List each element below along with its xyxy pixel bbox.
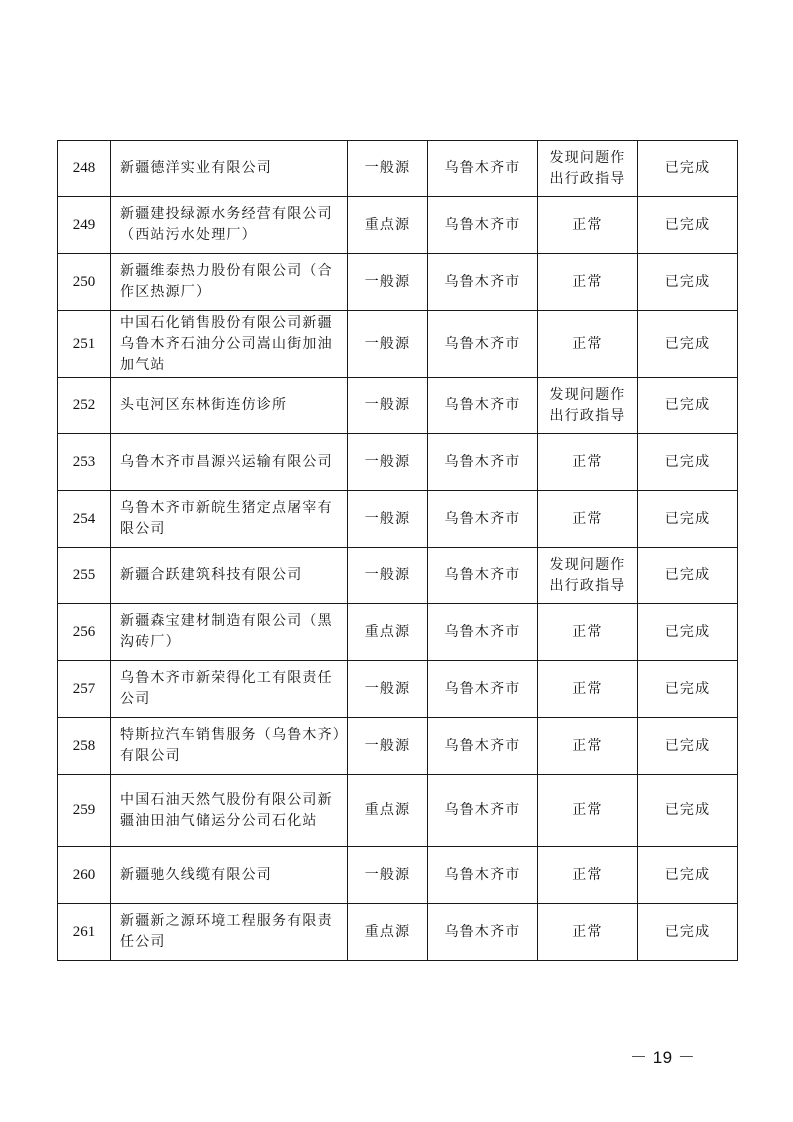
table-row bbox=[58, 378, 738, 434]
company-name: 乌鲁木齐市新荣得化工有限责任公司 bbox=[111, 661, 348, 718]
company-name: 乌鲁木齐市昌源兴运输有限公司 bbox=[111, 434, 348, 491]
table-row bbox=[58, 197, 738, 254]
table-row bbox=[58, 548, 738, 604]
status: 已完成 bbox=[638, 904, 738, 961]
row-number: 249 bbox=[58, 197, 111, 254]
table-row bbox=[58, 141, 738, 197]
source-type: 一般源 bbox=[348, 548, 428, 604]
city: 乌鲁木齐市 bbox=[428, 434, 538, 491]
inspection-table bbox=[57, 140, 738, 961]
inspection-result: 正常 bbox=[538, 718, 638, 775]
table-row bbox=[58, 661, 738, 718]
row-number: 261 bbox=[58, 904, 111, 961]
source-type: 一般源 bbox=[348, 378, 428, 434]
row-number: 250 bbox=[58, 254, 111, 311]
table-row bbox=[58, 718, 738, 775]
table-row bbox=[58, 847, 738, 904]
table-row bbox=[58, 311, 738, 378]
table-row bbox=[58, 434, 738, 491]
source-type: 一般源 bbox=[348, 718, 428, 775]
page-number: － 19 － bbox=[630, 1048, 696, 1067]
city: 乌鲁木齐市 bbox=[428, 197, 538, 254]
city: 乌鲁木齐市 bbox=[428, 904, 538, 961]
status: 已完成 bbox=[638, 548, 738, 604]
city: 乌鲁木齐市 bbox=[428, 311, 538, 378]
status: 已完成 bbox=[638, 197, 738, 254]
status: 已完成 bbox=[638, 661, 738, 718]
inspection-result: 正常 bbox=[538, 847, 638, 904]
table-row bbox=[58, 491, 738, 548]
row-number: 255 bbox=[58, 548, 111, 604]
status: 已完成 bbox=[638, 718, 738, 775]
table-body bbox=[58, 141, 738, 961]
source-type: 重点源 bbox=[348, 604, 428, 661]
company-name: 中国石油天然气股份有限公司新疆油田油气储运分公司石化站 bbox=[111, 775, 348, 847]
table-row bbox=[58, 904, 738, 961]
source-type: 重点源 bbox=[348, 775, 428, 847]
row-number: 253 bbox=[58, 434, 111, 491]
city: 乌鲁木齐市 bbox=[428, 718, 538, 775]
inspection-result: 正常 bbox=[538, 661, 638, 718]
inspection-result: 正常 bbox=[538, 904, 638, 961]
row-number: 248 bbox=[58, 141, 111, 197]
row-number: 251 bbox=[58, 311, 111, 378]
company-name: 中国石化销售股份有限公司新疆乌鲁木齐石油分公司嵩山街加油加气站 bbox=[111, 311, 348, 378]
row-number: 252 bbox=[58, 378, 111, 434]
source-type: 一般源 bbox=[348, 434, 428, 491]
inspection-result: 正常 bbox=[538, 604, 638, 661]
city: 乌鲁木齐市 bbox=[428, 661, 538, 718]
table-row bbox=[58, 604, 738, 661]
source-type: 一般源 bbox=[348, 491, 428, 548]
city: 乌鲁木齐市 bbox=[428, 254, 538, 311]
row-number: 259 bbox=[58, 775, 111, 847]
row-number: 256 bbox=[58, 604, 111, 661]
status: 已完成 bbox=[638, 141, 738, 197]
company-name: 头屯河区东林街连仿诊所 bbox=[111, 378, 348, 434]
city: 乌鲁木齐市 bbox=[428, 604, 538, 661]
status: 已完成 bbox=[638, 847, 738, 904]
city: 乌鲁木齐市 bbox=[428, 378, 538, 434]
inspection-result: 正常 bbox=[538, 197, 638, 254]
city: 乌鲁木齐市 bbox=[428, 847, 538, 904]
inspection-result: 发现问题作出行政指导 bbox=[538, 141, 638, 197]
source-type: 重点源 bbox=[348, 904, 428, 961]
company-name: 特斯拉汽车销售服务（乌鲁木齐）有限公司 bbox=[111, 718, 348, 775]
company-name: 新疆德洋实业有限公司 bbox=[111, 141, 348, 197]
city: 乌鲁木齐市 bbox=[428, 491, 538, 548]
inspection-result: 发现问题作出行政指导 bbox=[538, 378, 638, 434]
source-type: 一般源 bbox=[348, 254, 428, 311]
city: 乌鲁木齐市 bbox=[428, 775, 538, 847]
status: 已完成 bbox=[638, 491, 738, 548]
table-row bbox=[58, 775, 738, 847]
status: 已完成 bbox=[638, 434, 738, 491]
company-name: 新疆新之源环境工程服务有限责任公司 bbox=[111, 904, 348, 961]
source-type: 一般源 bbox=[348, 311, 428, 378]
status: 已完成 bbox=[638, 378, 738, 434]
status: 已完成 bbox=[638, 775, 738, 847]
status: 已完成 bbox=[638, 311, 738, 378]
source-type: 重点源 bbox=[348, 197, 428, 254]
row-number: 258 bbox=[58, 718, 111, 775]
source-type: 一般源 bbox=[348, 847, 428, 904]
company-name: 新疆合跃建筑科技有限公司 bbox=[111, 548, 348, 604]
status: 已完成 bbox=[638, 604, 738, 661]
inspection-result: 正常 bbox=[538, 491, 638, 548]
row-number: 254 bbox=[58, 491, 111, 548]
company-name: 新疆建投绿源水务经营有限公司（西站污水处理厂） bbox=[111, 197, 348, 254]
status: 已完成 bbox=[638, 254, 738, 311]
company-name: 乌鲁木齐市新皖生猪定点屠宰有限公司 bbox=[111, 491, 348, 548]
company-name: 新疆森宝建材制造有限公司（黑沟砖厂） bbox=[111, 604, 348, 661]
company-name: 新疆维泰热力股份有限公司（合作区热源厂） bbox=[111, 254, 348, 311]
source-type: 一般源 bbox=[348, 141, 428, 197]
table-row bbox=[58, 254, 738, 311]
inspection-result: 发现问题作出行政指导 bbox=[538, 548, 638, 604]
inspection-result: 正常 bbox=[538, 311, 638, 378]
row-number: 257 bbox=[58, 661, 111, 718]
city: 乌鲁木齐市 bbox=[428, 141, 538, 197]
inspection-result: 正常 bbox=[538, 254, 638, 311]
source-type: 一般源 bbox=[348, 661, 428, 718]
inspection-result: 正常 bbox=[538, 775, 638, 847]
city: 乌鲁木齐市 bbox=[428, 548, 538, 604]
company-name: 新疆驰久线缆有限公司 bbox=[111, 847, 348, 904]
inspection-result: 正常 bbox=[538, 434, 638, 491]
row-number: 260 bbox=[58, 847, 111, 904]
